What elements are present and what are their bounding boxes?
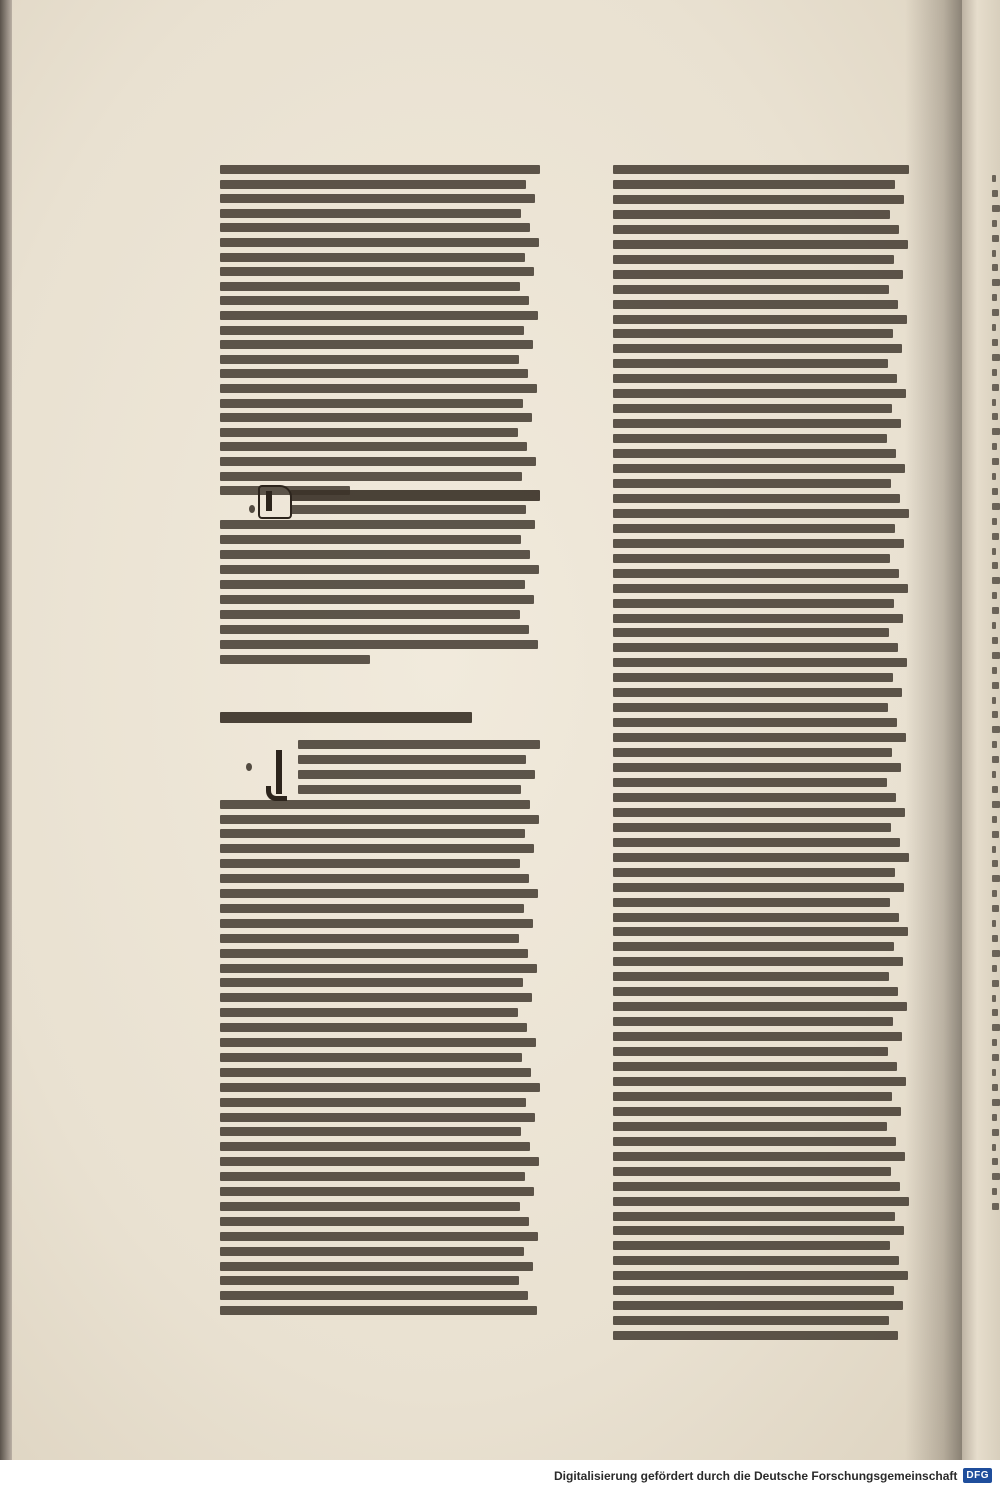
facing-text-fragment — [992, 1024, 1000, 1031]
facing-text-fragment — [992, 562, 998, 569]
text-line — [613, 1316, 889, 1325]
text-line — [613, 778, 887, 787]
facing-text-fragment — [992, 1114, 997, 1121]
facing-text-fragment — [992, 1009, 998, 1016]
text-line — [220, 1217, 529, 1226]
facing-text-fragment — [992, 592, 997, 599]
text-line — [613, 718, 897, 727]
facing-text-fragment — [992, 1069, 996, 1076]
text-line — [220, 1068, 531, 1077]
text-line — [220, 165, 540, 174]
facing-text-fragment — [992, 1203, 999, 1210]
text-line — [220, 1083, 540, 1092]
facing-text-fragment — [992, 816, 997, 823]
text-line — [613, 180, 895, 189]
text-line — [613, 1137, 896, 1146]
section-heading-line — [220, 712, 472, 723]
text-line — [220, 369, 528, 378]
text-line — [613, 688, 902, 697]
text-line — [220, 428, 518, 437]
text-line — [613, 1197, 909, 1206]
facing-text-fragment — [992, 652, 1000, 659]
text-line — [613, 1062, 897, 1071]
facing-text-fragment — [992, 831, 999, 838]
text-line — [613, 1032, 902, 1041]
facing-text-fragment — [992, 1054, 999, 1061]
facing-text-fragment — [992, 309, 999, 316]
text-line — [220, 1113, 535, 1122]
facing-text-fragment — [992, 667, 997, 674]
facing-text-fragment — [992, 920, 996, 927]
text-line — [220, 1157, 539, 1166]
text-line — [220, 1038, 536, 1047]
facing-text-fragment — [992, 443, 997, 450]
text-line — [613, 853, 909, 862]
facing-text-fragment — [992, 533, 999, 540]
text-line — [613, 1107, 901, 1116]
text-line — [220, 253, 525, 262]
text-line — [613, 957, 903, 966]
facing-text-fragment — [992, 622, 996, 629]
text-line — [613, 658, 907, 667]
text-line — [220, 1127, 521, 1136]
facing-text-fragment — [992, 503, 1000, 510]
text-line — [613, 1212, 895, 1221]
facing-text-fragment — [992, 399, 996, 406]
text-line — [220, 889, 538, 898]
text-line — [613, 569, 899, 578]
text-line — [613, 524, 895, 533]
text-line — [613, 374, 897, 383]
text-line — [613, 509, 909, 518]
text-line — [613, 942, 894, 951]
decorated-initial-videamus — [262, 750, 296, 800]
digitization-credit-bar — [0, 1460, 1000, 1491]
text-line — [220, 1142, 530, 1151]
text-line — [220, 640, 538, 649]
text-line — [220, 829, 525, 838]
facing-text-fragment — [992, 786, 998, 793]
facing-text-fragment — [992, 577, 1000, 584]
text-line — [613, 599, 894, 608]
text-line — [613, 494, 900, 503]
text-line — [220, 457, 536, 466]
text-line — [613, 584, 908, 593]
text-line — [220, 1232, 538, 1241]
text-line — [613, 270, 903, 279]
text-line — [613, 419, 901, 428]
text-line — [613, 1331, 898, 1340]
text-line — [220, 844, 534, 853]
text-line — [220, 384, 537, 393]
text-line — [613, 434, 887, 443]
facing-text-fragment — [992, 294, 997, 301]
facing-text-fragment — [992, 1039, 997, 1046]
facing-text-fragment — [992, 428, 1000, 435]
text-line — [613, 793, 896, 802]
text-line — [220, 520, 535, 529]
text-line — [613, 404, 892, 413]
text-line — [613, 389, 906, 398]
text-line — [220, 180, 526, 189]
text-line — [613, 823, 891, 832]
text-line — [220, 472, 522, 481]
text-line — [613, 225, 899, 234]
text-line — [220, 311, 538, 320]
text-line — [613, 898, 890, 907]
text-line — [298, 740, 540, 749]
text-line — [613, 1167, 891, 1176]
facing-text-fragment — [992, 250, 996, 257]
text-line — [613, 748, 892, 757]
facing-text-fragment — [992, 965, 997, 972]
text-line — [298, 785, 521, 794]
text-line — [613, 165, 909, 174]
facing-text-fragment — [992, 458, 999, 465]
decorated-initial-clausula — [258, 485, 292, 519]
facing-text-fragment — [992, 980, 999, 987]
text-line — [220, 874, 529, 883]
text-line — [613, 808, 905, 817]
text-line — [220, 580, 525, 589]
text-line — [613, 1017, 893, 1026]
text-line — [613, 1002, 907, 1011]
facing-text-fragment — [992, 205, 1000, 212]
text-line — [220, 340, 533, 349]
text-line — [613, 210, 890, 219]
text-line — [298, 770, 535, 779]
text-line — [220, 934, 519, 943]
text-line — [220, 1202, 520, 1211]
text-line — [220, 815, 539, 824]
text-line — [613, 315, 907, 324]
dfg-logo: DFG — [963, 1468, 992, 1483]
text-line — [613, 643, 898, 652]
text-line — [613, 329, 893, 338]
text-line — [220, 238, 539, 247]
text-line — [613, 987, 898, 996]
text-line — [613, 972, 889, 981]
text-line — [613, 1182, 900, 1191]
facing-text-fragment — [992, 637, 998, 644]
facing-text-fragment — [992, 1144, 996, 1151]
facing-text-fragment — [992, 488, 998, 495]
text-line — [613, 883, 904, 892]
text-line — [220, 1008, 518, 1017]
facing-text-fragment — [992, 607, 999, 614]
facing-text-fragment — [992, 741, 997, 748]
marginal-letter-c — [249, 505, 255, 513]
text-line — [613, 1226, 904, 1235]
text-line — [220, 1291, 528, 1300]
text-line — [613, 913, 899, 922]
text-line — [220, 595, 534, 604]
text-line — [220, 949, 528, 958]
facing-text-fragment — [992, 324, 996, 331]
text-line — [220, 1306, 537, 1315]
text-line — [613, 1092, 892, 1101]
text-line — [220, 535, 521, 544]
text-line — [613, 359, 888, 368]
text-line — [220, 550, 530, 559]
facing-text-fragment — [992, 1188, 997, 1195]
facing-text-fragment — [992, 682, 999, 689]
text-line — [220, 1023, 527, 1032]
text-line — [220, 904, 524, 913]
facing-text-fragment — [992, 369, 997, 376]
facing-text-fragment — [992, 235, 999, 242]
facing-text-fragment — [992, 339, 998, 346]
text-line — [613, 614, 903, 623]
text-line — [613, 464, 905, 473]
text-line — [220, 209, 521, 218]
text-line — [613, 868, 895, 877]
text-line — [613, 1241, 890, 1250]
text-line — [613, 344, 902, 353]
text-line — [613, 479, 891, 488]
text-line — [613, 673, 893, 682]
text-line — [613, 763, 901, 772]
facing-text-fragment — [992, 697, 996, 704]
text-line — [220, 355, 519, 364]
text-line — [298, 755, 526, 764]
facing-text-fragment — [992, 264, 998, 271]
text-line — [613, 628, 889, 637]
facing-text-fragment — [992, 1173, 1000, 1180]
text-line — [613, 255, 894, 264]
text-line — [220, 978, 523, 987]
text-line — [220, 282, 520, 291]
text-line — [613, 1077, 906, 1086]
facing-text-fragment — [992, 384, 999, 391]
text-line — [613, 539, 904, 548]
text-line — [613, 1256, 899, 1265]
text-line — [613, 927, 908, 936]
facing-text-fragment — [992, 890, 997, 897]
text-line — [613, 240, 908, 249]
facing-text-fragment — [992, 518, 997, 525]
marginal-letter-a — [246, 763, 252, 771]
facing-text-fragment — [992, 860, 998, 867]
text-line — [220, 859, 520, 868]
text-line — [220, 194, 535, 203]
text-line — [220, 655, 370, 664]
text-line — [613, 1271, 908, 1280]
facing-text-fragment — [992, 1158, 998, 1165]
text-line — [220, 565, 539, 574]
text-line — [613, 195, 904, 204]
text-line — [613, 449, 896, 458]
facing-text-fragment — [992, 935, 998, 942]
text-line — [220, 1276, 519, 1285]
text-line — [290, 490, 540, 501]
facing-text-fragment — [992, 1084, 998, 1091]
facing-text-fragment — [992, 771, 996, 778]
facing-text-fragment — [992, 473, 996, 480]
facing-text-fragment — [992, 995, 996, 1002]
funding-credit-text: Digitalisierung gefördert durch die Deutsche Forschungsgemeinschaft — [553, 1468, 958, 1483]
text-line — [613, 285, 889, 294]
text-line — [613, 1122, 887, 1131]
facing-text-fragment — [992, 190, 998, 197]
text-line — [220, 1262, 533, 1271]
facing-text-fragment — [992, 1129, 999, 1136]
facing-text-fragment — [992, 1099, 1000, 1106]
facing-text-fragment — [992, 711, 998, 718]
text-line — [220, 1053, 522, 1062]
facing-text-fragment — [992, 905, 999, 912]
text-line — [220, 1247, 524, 1256]
facing-text-fragment — [992, 875, 1000, 882]
facing-text-fragment — [992, 756, 999, 763]
text-line — [613, 838, 900, 847]
text-line — [220, 1187, 534, 1196]
text-line — [613, 1301, 903, 1310]
text-line — [220, 610, 520, 619]
text-line — [613, 733, 906, 742]
text-line — [220, 223, 530, 232]
text-line — [613, 1152, 905, 1161]
text-line — [290, 505, 526, 514]
facing-text-fragment — [992, 846, 996, 853]
text-line — [220, 1098, 526, 1107]
text-line — [220, 964, 537, 973]
text-line — [613, 1286, 894, 1295]
text-line — [220, 399, 523, 408]
facing-text-fragment — [992, 220, 997, 227]
facing-text-fragment — [992, 413, 998, 420]
text-line — [220, 800, 530, 809]
facing-text-fragment — [992, 950, 1000, 957]
text-line — [220, 413, 532, 422]
facing-text-fragment — [992, 801, 1000, 808]
facing-text-fragment — [992, 548, 996, 555]
text-line — [220, 919, 533, 928]
text-line — [613, 1047, 888, 1056]
text-line — [613, 300, 898, 309]
text-line — [613, 703, 888, 712]
facing-text-fragment — [992, 175, 996, 182]
text-line — [220, 442, 527, 451]
text-line — [613, 554, 890, 563]
text-line — [220, 1172, 525, 1181]
facing-text-fragment — [992, 279, 1000, 286]
text-line — [220, 326, 524, 335]
text-line — [220, 296, 529, 305]
text-line — [220, 267, 534, 276]
facing-text-fragment — [992, 354, 1000, 361]
text-line — [220, 625, 529, 634]
facing-text-fragment — [992, 726, 1000, 733]
text-line — [220, 993, 532, 1002]
